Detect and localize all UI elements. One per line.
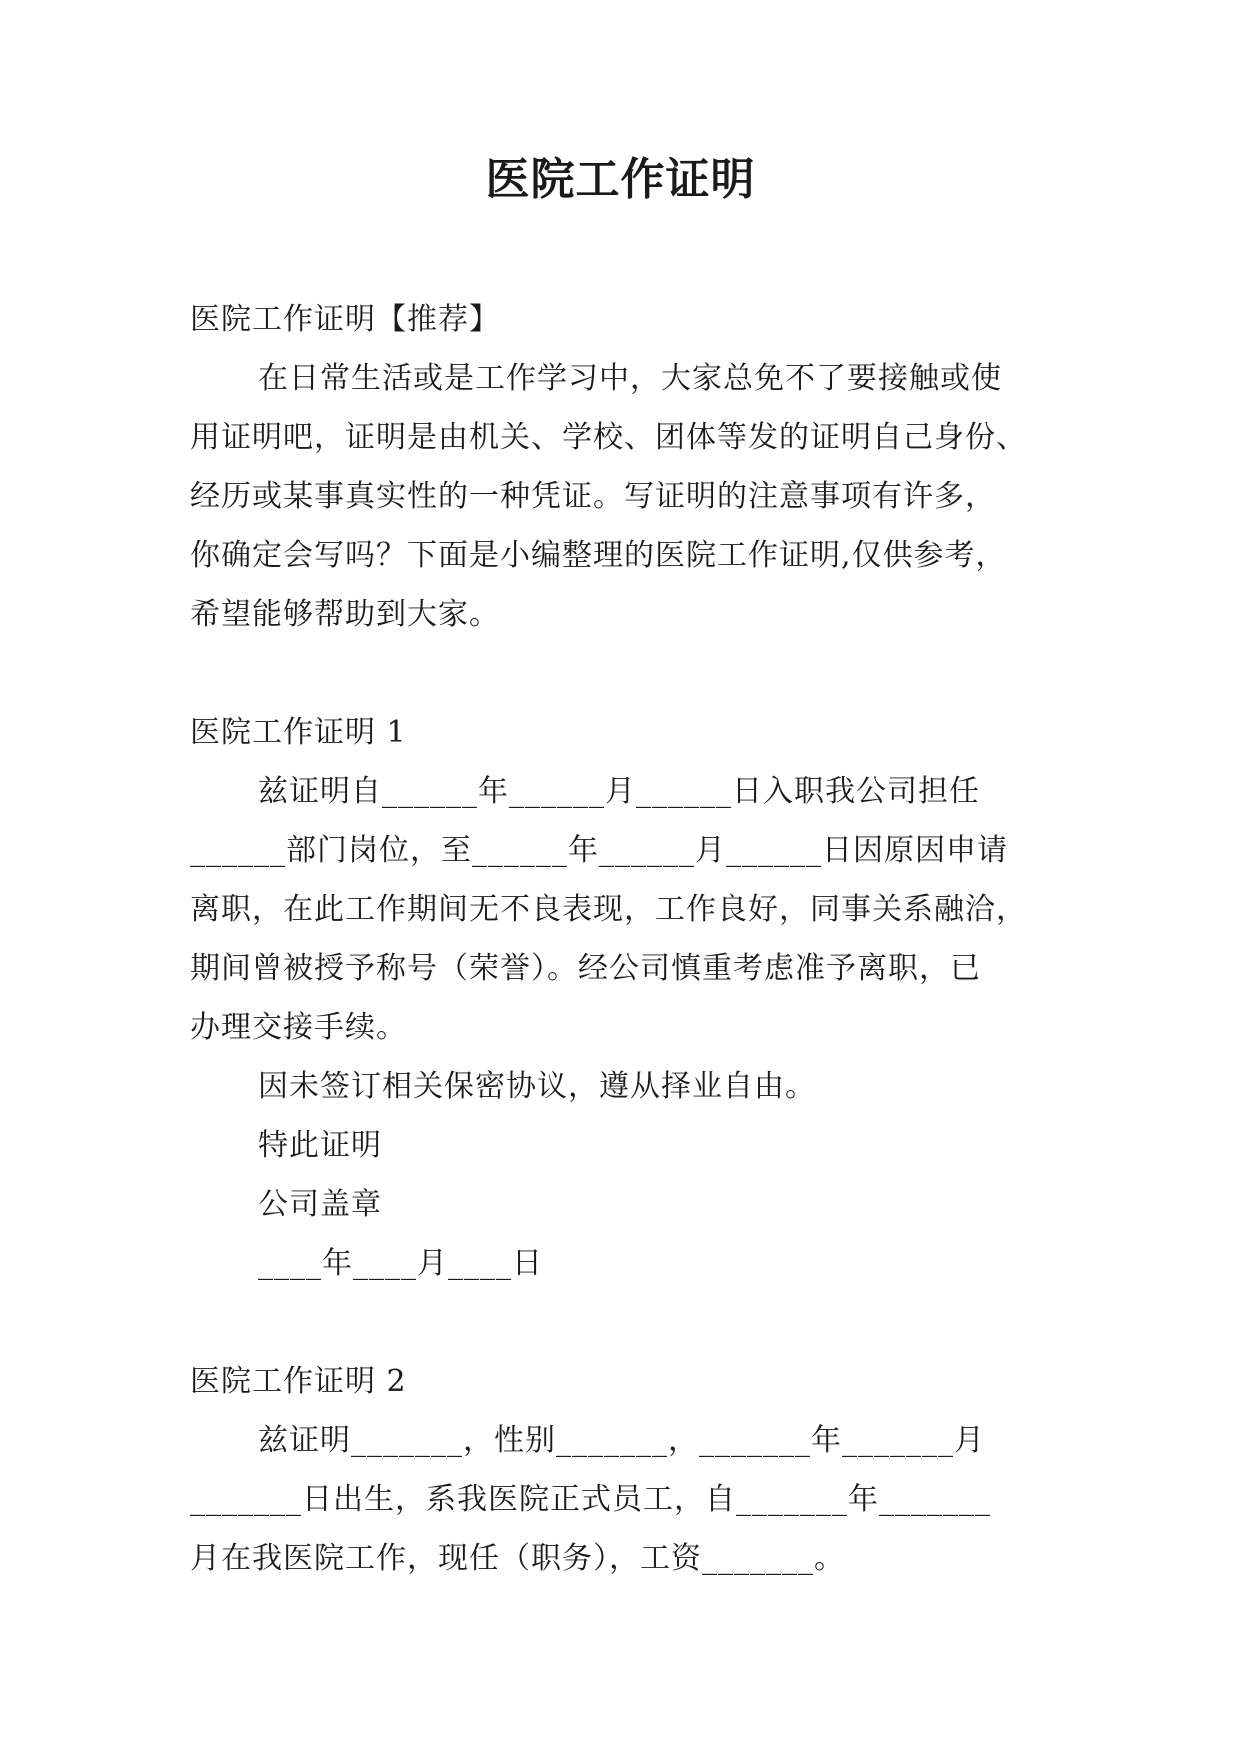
intro-line-5: 希望能够帮助到大家。 — [190, 597, 500, 632]
document-content — [190, 290, 1070, 1588]
section-2-line-2: _______日出生，系我医院正式员工，自_______年_______ — [190, 1482, 991, 1517]
document-title: 医院工作证明 — [485, 154, 756, 205]
intro-line-3: 经历或某事真实性的一种凭证。写证明的注意事项有许多， — [190, 479, 996, 514]
intro-line-4: 你确定会写吗？下面是小编整理的医院工作证明,仅供参考， — [190, 538, 1007, 573]
section-1-line-1: 兹证明自______年______月______日入职我公司担任 — [258, 774, 980, 809]
section-1-date-line: ____年____月____日 — [258, 1246, 543, 1281]
spacer — [190, 644, 1070, 703]
section-1-line-2: ______部门岗位，至______年______月______日因原因申请 — [190, 833, 1008, 868]
section-1-confidentiality: 因未签订相关保密协议，遵从择业自由。 — [258, 1069, 816, 1104]
section-2-line-3: 月在我医院工作，现任（职务），工资_______。 — [190, 1541, 845, 1576]
section-1-title: 医院工作证明 1 — [190, 715, 407, 750]
intro-line-2: 用证明吧，证明是由机关、学校、团体等发的证明自己身份、 — [190, 420, 1027, 455]
section-2-line-1: 兹证明_______，性别_______，_______年_______月 — [258, 1423, 985, 1458]
section-1-certify: 特此证明 — [258, 1128, 382, 1163]
spacer — [190, 1293, 1070, 1352]
section-1-line-3: 离职，在此工作期间无不良表现，工作良好，同事关系融洽， — [190, 892, 1027, 927]
section-1-line-5: 办理交接手续。 — [190, 1010, 407, 1045]
section-1-stamp: 公司盖章 — [258, 1187, 382, 1222]
intro-line-1: 在日常生活或是工作学习中，大家总免不了要接触或使 — [258, 361, 1002, 396]
section-1-line-4: 期间曾被授予称号（荣誉）。经公司慎重考虑准予离职，已 — [190, 951, 981, 986]
document-heading: 医院工作证明【推荐】 — [190, 302, 500, 337]
section-2-title: 医院工作证明 2 — [190, 1364, 407, 1399]
